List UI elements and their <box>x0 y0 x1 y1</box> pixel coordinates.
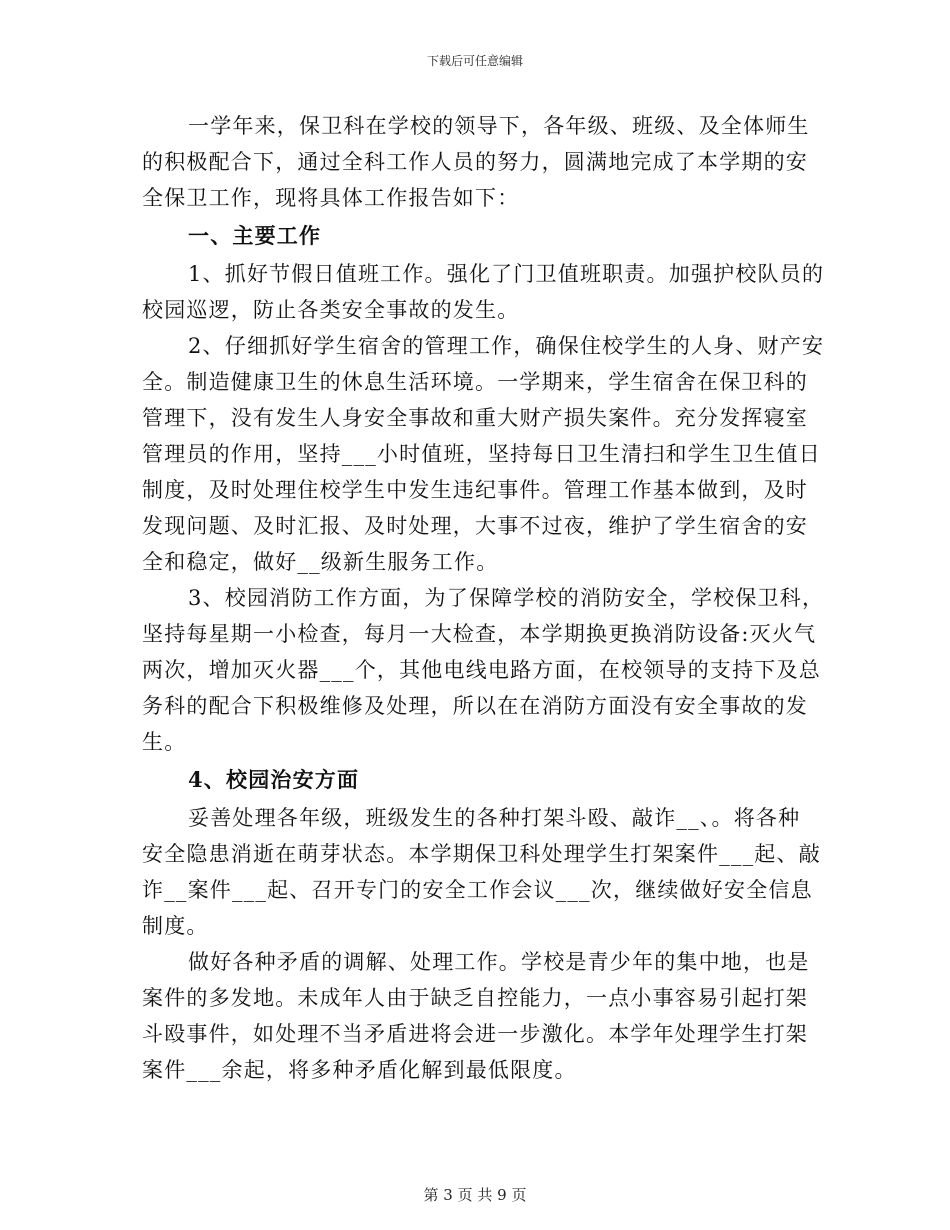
paragraph-line: 诈__案件___起、召开专门的安全工作会议___次，继续做好安全信息 <box>142 878 813 902</box>
paragraph-line: 的积极配合下，通过全科工作人员的努力，圆满地完成了本学期的安 <box>142 150 808 174</box>
paragraph-line: 校园巡逻，防止各类安全事故的发生。 <box>142 298 520 322</box>
paragraph-line: 妥善处理各年级，班级发生的各种打架斗殴、敲诈__、。将各种 <box>188 806 801 830</box>
document-body <box>142 108 825 1088</box>
paragraph-line: 2、仔细抓好学生宿舍的管理工作，确保住校学生的人身、财产安 <box>188 334 825 358</box>
paragraph-line: 两次，增加灭火器___个，其他电线电路方面，在校领导的支持下及总 <box>142 658 821 682</box>
paragraph-line: 一学年来，保卫科在学校的领导下，各年级、班级、及全体师生 <box>188 114 810 138</box>
paragraph-line: 案件的多发地。未成年人由于缺乏自控能力，一点小事容易引起打架 <box>142 986 808 1010</box>
paragraph-line: 管理下，没有发生人身安全事故和重大财产损失案件。充分发挥寝室 <box>142 406 808 430</box>
paragraph-line: 制度。 <box>142 914 209 938</box>
paragraph-line: 生。 <box>142 730 187 754</box>
paragraph-line: 3、校园消防工作方面，为了保障学校的消防安全，学校保卫科， <box>188 586 825 610</box>
paragraph-line: 案件___余起，将多种矛盾化解到最低限度。 <box>142 1058 577 1082</box>
paragraph-line: 全保卫工作，现将具体工作报告如下： <box>142 186 520 210</box>
paragraph-line: 做好各种矛盾的调解、处理工作。学校是青少年的集中地，也是 <box>188 950 810 974</box>
section-heading: 4、校园治安方面 <box>188 767 360 792</box>
section-heading: 一、主要工作 <box>188 223 322 248</box>
page-header: 下载后可任意编辑 <box>426 54 523 68</box>
paragraph-line: 坚持每星期一小检查，每月一大检查，本学期换更换消防设备:灭火气 <box>142 622 817 646</box>
paragraph-line: 全和稳定，做好__级新生服务工作。 <box>142 550 499 574</box>
paragraph-line: 1、抓好节假日值班工作。强化了门卫值班职责。加强护校队员的 <box>188 262 825 286</box>
paragraph-line: 安全隐患消逝在萌芽状态。本学期保卫科处理学生打架案件___起、敲 <box>142 842 821 866</box>
paragraph-line: 管理员的作用，坚持___小时值班，坚持每日卫生清扫和学生卫生值日 <box>142 442 821 466</box>
paragraph-line: 斗殴事件，如处理不当矛盾进将会进一步激化。本学年处理学生打架 <box>142 1022 808 1046</box>
paragraph-line: 务科的配合下积极维修及处理，所以在在消防方面没有安全事故的发 <box>142 694 808 718</box>
paragraph-line: 制度，及时处理住校学生中发生违纪事件。管理工作基本做到，及时 <box>142 478 808 502</box>
paragraph-line: 全。制造健康卫生的休息生活环境。一学期来，学生宿舍在保卫科的 <box>142 370 808 394</box>
paragraph-line: 发现问题、及时汇报、及时处理，大事不过夜，维护了学生宿舍的安 <box>142 514 808 538</box>
page-footer: 第 3 页 共 9 页 <box>423 1186 527 1204</box>
